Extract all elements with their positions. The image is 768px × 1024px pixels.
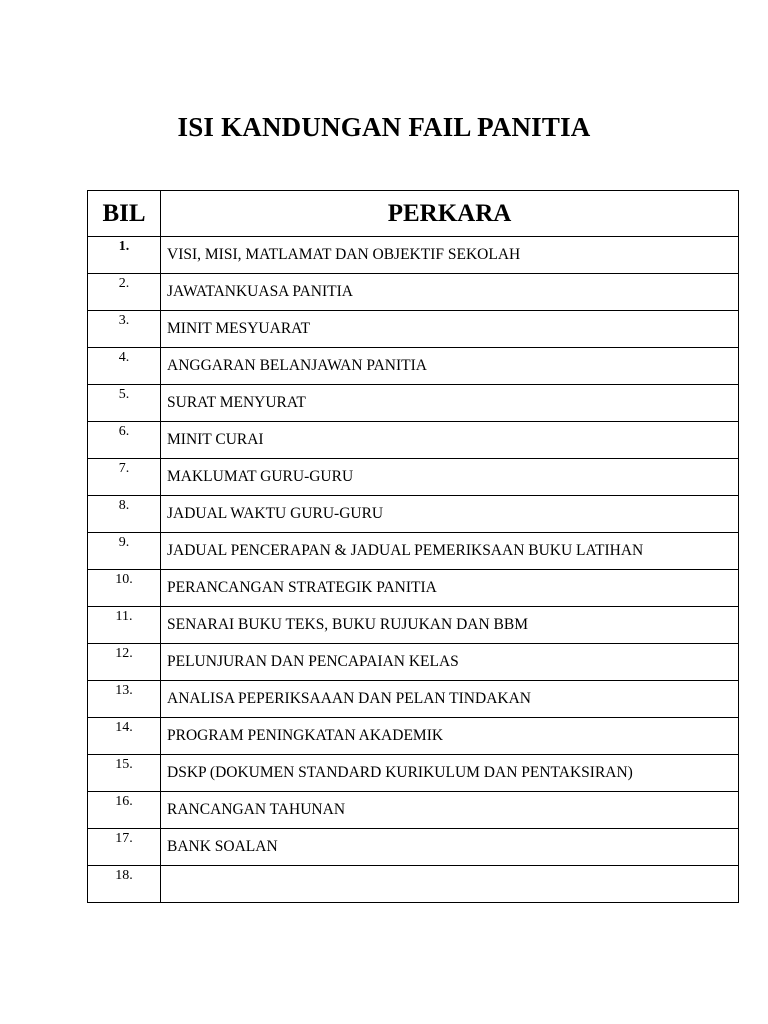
- table-row: [88, 755, 739, 792]
- column-header-bil: BIL: [88, 191, 161, 237]
- row-number: 11.: [88, 607, 161, 644]
- header-row: [88, 191, 739, 237]
- row-number: 18.: [88, 866, 161, 903]
- table-row: [88, 385, 739, 422]
- table-row: [88, 829, 739, 866]
- row-number: 9.: [88, 533, 161, 570]
- row-item: [161, 866, 739, 903]
- row-number: 3.: [88, 311, 161, 348]
- table-row: [88, 311, 739, 348]
- row-number: 15.: [88, 755, 161, 792]
- table-row: [88, 459, 739, 496]
- table-row: [88, 644, 739, 681]
- row-item: MAKLUMAT GURU-GURU: [161, 459, 739, 496]
- row-number: 13.: [88, 681, 161, 718]
- contents-table: [87, 190, 739, 903]
- row-item: JADUAL PENCERAPAN & JADUAL PEMERIKSAAN BUKU LATIHAN: [161, 533, 739, 570]
- table-row: [88, 570, 739, 607]
- row-item: VISI, MISI, MATLAMAT DAN OBJEKTIF SEKOLAH: [161, 237, 739, 274]
- table-row: [88, 866, 739, 903]
- table-row: [88, 533, 739, 570]
- row-number: 17.: [88, 829, 161, 866]
- page-title: ISI KANDUNGAN FAIL PANITIA: [177, 112, 591, 142]
- row-number: 12.: [88, 644, 161, 681]
- row-number: 1.: [88, 237, 161, 274]
- row-number: 4.: [88, 348, 161, 385]
- row-item: PERANCANGAN STRATEGIK PANITIA: [161, 570, 739, 607]
- row-number: 10.: [88, 570, 161, 607]
- row-item: SENARAI BUKU TEKS, BUKU RUJUKAN DAN BBM: [161, 607, 739, 644]
- row-number: 7.: [88, 459, 161, 496]
- row-item: PROGRAM PENINGKATAN AKADEMIK: [161, 718, 739, 755]
- table-row: [88, 422, 739, 459]
- row-item: PELUNJURAN DAN PENCAPAIAN KELAS: [161, 644, 739, 681]
- row-item: SURAT MENYURAT: [161, 385, 739, 422]
- table-row: [88, 681, 739, 718]
- table-row: [88, 496, 739, 533]
- table-row: [88, 237, 739, 274]
- row-item: MINIT CURAI: [161, 422, 739, 459]
- row-number: 14.: [88, 718, 161, 755]
- table-row: [88, 348, 739, 385]
- table-row: [88, 607, 739, 644]
- row-number: 6.: [88, 422, 161, 459]
- row-item: DSKP (DOKUMEN STANDARD KURIKULUM DAN PENTAKSIRAN): [161, 755, 739, 792]
- row-item: ANALISA PEPERIKSAAAN DAN PELAN TINDAKAN: [161, 681, 739, 718]
- row-number: 2.: [88, 274, 161, 311]
- table-row: [88, 718, 739, 755]
- row-number: 16.: [88, 792, 161, 829]
- row-number: 5.: [88, 385, 161, 422]
- table-header: [88, 191, 739, 237]
- table-row: [88, 274, 739, 311]
- row-item: MINIT MESYUARAT: [161, 311, 739, 348]
- row-number: 8.: [88, 496, 161, 533]
- table-row: [88, 792, 739, 829]
- row-item: RANCANGAN TAHUNAN: [161, 792, 739, 829]
- column-header-perkara: PERKARA: [161, 191, 739, 237]
- row-item: ANGGARAN BELANJAWAN PANITIA: [161, 348, 739, 385]
- row-item: JAWATANKUASA PANITIA: [161, 274, 739, 311]
- table-body: [88, 237, 739, 903]
- row-item: BANK SOALAN: [161, 829, 739, 866]
- row-item: JADUAL WAKTU GURU-GURU: [161, 496, 739, 533]
